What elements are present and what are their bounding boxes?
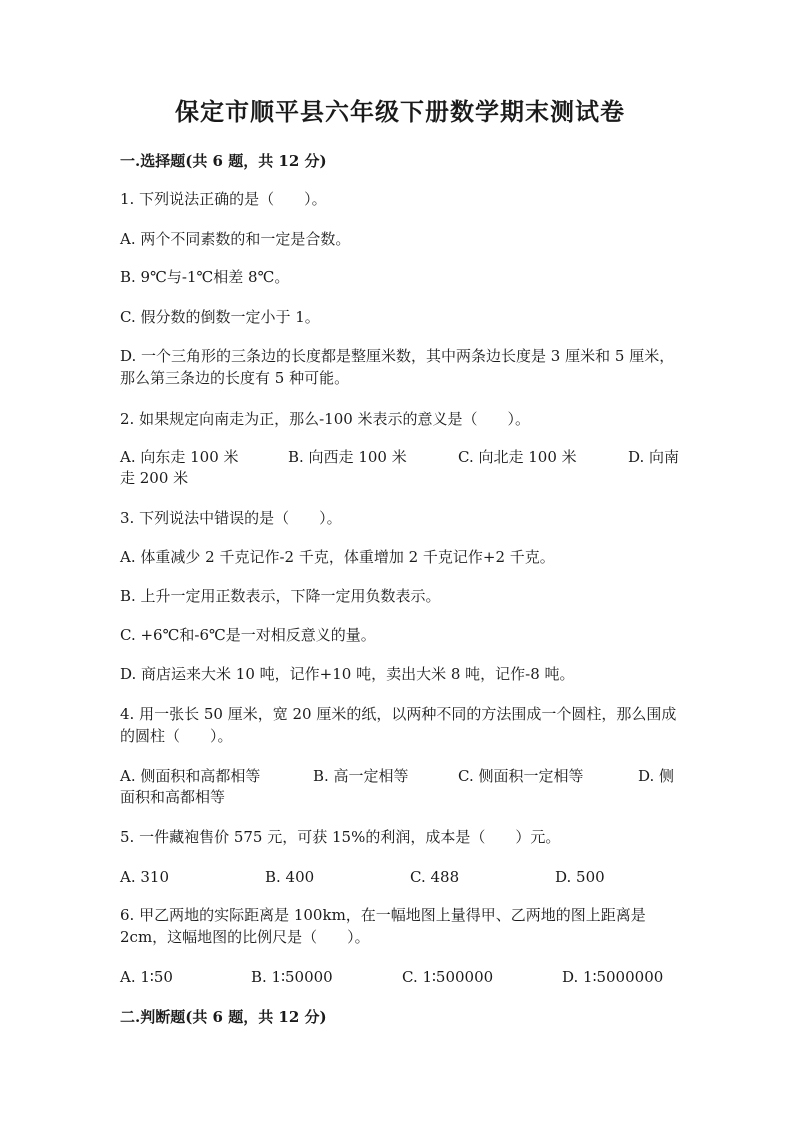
section-heading-choice: 一.选择题(共 6 题，共 12 分)	[120, 152, 327, 170]
question-4-option-d: D. 侧	[638, 767, 675, 785]
question-6-option-a: A. 1∶50	[120, 968, 173, 986]
question-4-stem: 4. 用一张长 50 厘米，宽 20 厘米的纸，以两种不同的方法围成一个圆柱，那么围成的圆柱（ ）。	[120, 705, 677, 745]
question-6-option-b: B. 1∶50000	[251, 968, 333, 986]
question-4-option-a: A. 侧面积和高都相等	[120, 767, 261, 785]
question-1-stem: 1. 下列说法正确的是（ ）。	[120, 190, 327, 208]
question-2-option-b: B. 向西走 100 米	[288, 448, 407, 466]
question-2-stem: 2. 如果规定向南走为正，那么-100 米表示的意义是（ ）。	[120, 410, 531, 428]
question-6-option-c: C. 1∶500000	[402, 968, 494, 986]
question-5-option-c: C. 488	[410, 868, 460, 886]
question-3-option-b: B. 上升一定用正数表示，下降一定用负数表示。	[120, 587, 441, 605]
question-1-option-d: D. 一个三角形的三条边的长度都是整厘米数，其中两条边长度是 3 厘米和 5 厘米，那么第三条边的长度有 5 种可能。	[120, 347, 675, 387]
question-6-stem: 6. 甲乙两地的实际距离是 100km，在一幅地图上量得甲、乙两地的图上距离是 2cm，这幅地图的比例尺是（ ）。	[120, 906, 646, 946]
question-2-option-d: D. 向南	[628, 448, 680, 466]
page-title: 保定市顺平县六年级下册数学期末测试卷	[175, 97, 625, 126]
question-5-option-b: B. 400	[265, 868, 315, 886]
question-3-option-d: D. 商店运来大米 10 吨，记作+10 吨，卖出大米 8 吨，记作-8 吨。	[120, 665, 575, 683]
question-4-option-b: B. 高一定相等	[313, 767, 409, 785]
question-3-option-a: A. 体重减少 2 千克记作-2 千克，体重增加 2 千克记作+2 千克。	[120, 548, 555, 566]
question-2-options	[120, 446, 680, 468]
question-5-option-a: A. 310	[120, 868, 169, 886]
question-1-option-b: B. 9℃与-1℃相差 8℃。	[120, 268, 290, 286]
section-heading-judgement: 二.判断题(共 6 题，共 12 分)	[120, 1008, 327, 1026]
question-2-option-a: A. 向东走 100 米	[120, 448, 239, 466]
question-1-option-c: C. 假分数的倒数一定小于 1。	[120, 308, 320, 326]
question-5-stem: 5. 一件藏袍售价 575 元，可获 15%的利润，成本是（ ）元。	[120, 828, 561, 846]
question-5-option-d: D. 500	[555, 868, 605, 886]
question-4-option-d-continued: 面积和高都相等	[120, 788, 226, 806]
question-5-options	[120, 866, 680, 888]
question-6-option-d: D. 1∶5000000	[562, 968, 664, 986]
question-4-option-c: C. 侧面积一定相等	[458, 767, 584, 785]
question-2-option-d-continued: 走 200 米	[120, 469, 189, 487]
question-4-options	[120, 765, 680, 787]
question-6-options	[120, 966, 680, 988]
question-3-stem: 3. 下列说法中错误的是（ ）。	[120, 509, 342, 527]
question-2-option-c: C. 向北走 100 米	[458, 448, 577, 466]
question-3-option-c: C. +6℃和-6℃是一对相反意义的量。	[120, 626, 376, 644]
question-1-option-a: A. 两个不同素数的和一定是合数。	[120, 230, 351, 248]
